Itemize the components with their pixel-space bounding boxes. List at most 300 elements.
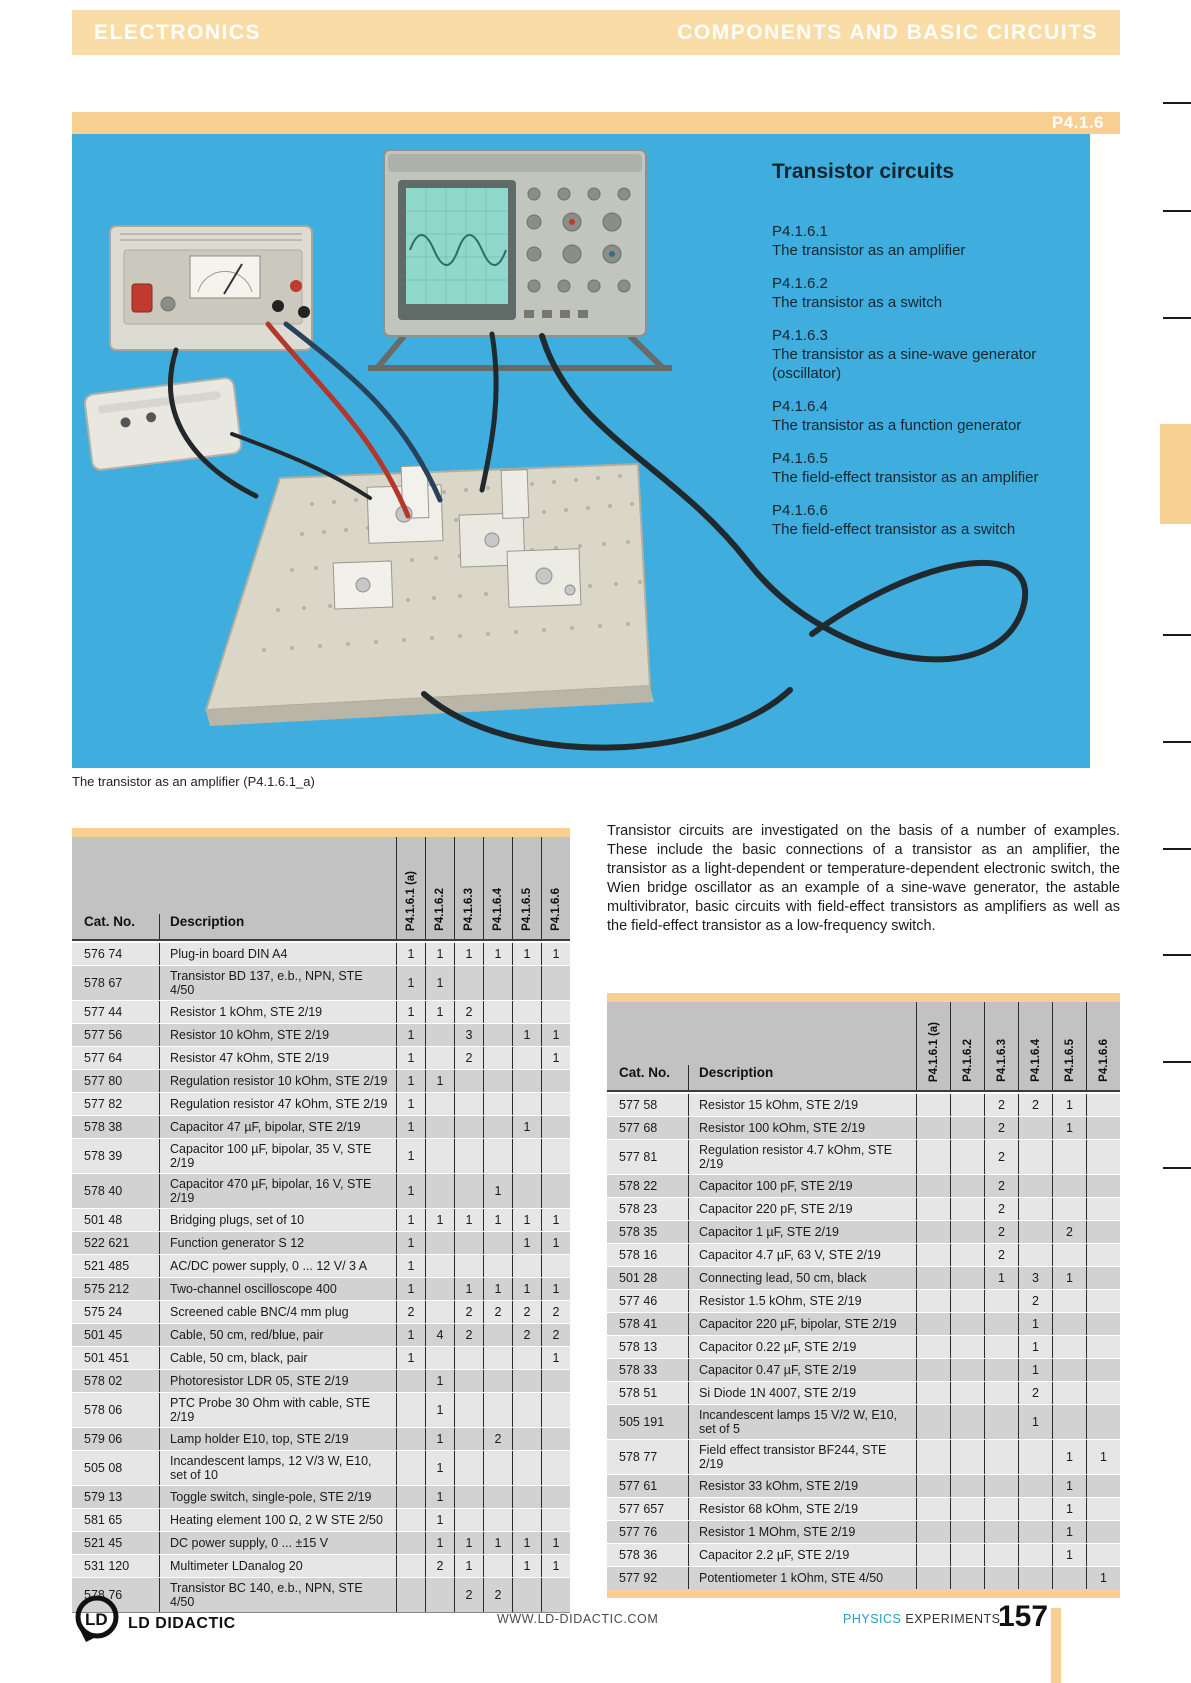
table-row bbox=[607, 1404, 1120, 1439]
edge-tick bbox=[1163, 1167, 1191, 1169]
quantity-cell: 1 bbox=[396, 966, 425, 1000]
quantity-cell bbox=[396, 1578, 425, 1612]
quantity-cell bbox=[916, 1313, 950, 1335]
quantity-cell bbox=[916, 1405, 950, 1439]
quantity-cell bbox=[1018, 1244, 1052, 1266]
quantity-cell bbox=[1052, 1405, 1086, 1439]
quantity-cell bbox=[1086, 1521, 1120, 1543]
quantity-cell bbox=[1018, 1198, 1052, 1220]
quantity-cell bbox=[916, 1117, 950, 1139]
edge-tick bbox=[1163, 741, 1191, 743]
quantity-cell bbox=[541, 1486, 570, 1508]
quantity-cell bbox=[984, 1498, 1018, 1520]
quantity-cell bbox=[1052, 1359, 1086, 1381]
description-cell: Potentiometer 1 kOhm, STE 4/50 bbox=[688, 1567, 916, 1589]
quantity-cell bbox=[1086, 1498, 1120, 1520]
cat-no-cell: 577 92 bbox=[619, 1571, 658, 1585]
quantity-cell bbox=[454, 1393, 483, 1427]
page-title: Transistor circuits bbox=[772, 160, 955, 183]
quantity-cell bbox=[512, 1347, 541, 1369]
table-row bbox=[607, 1266, 1120, 1289]
cat-no-cell: 578 40 bbox=[84, 1184, 123, 1198]
experiment-column-header bbox=[1052, 1002, 1086, 1090]
quantity-cell: 1 bbox=[396, 1093, 425, 1115]
quantity-cell bbox=[425, 1116, 454, 1138]
header-left-title: ELECTRONICS bbox=[94, 20, 262, 44]
quantity-cell bbox=[984, 1382, 1018, 1404]
quantity-cell: 1 bbox=[425, 943, 454, 965]
description-cell: Capacitor 47 µF, bipolar, STE 2/19 bbox=[159, 1116, 396, 1138]
cat-no-cell: 578 02 bbox=[84, 1374, 123, 1388]
plug-in-board bbox=[206, 464, 654, 726]
table-row bbox=[607, 1197, 1120, 1220]
experiment-column-header bbox=[950, 1002, 984, 1090]
brand-name: LD DIDACTIC bbox=[128, 1615, 236, 1632]
quantity-cell bbox=[454, 1139, 483, 1173]
table-row bbox=[72, 1369, 570, 1392]
quantity-cell bbox=[950, 1567, 984, 1589]
experiment-column-header bbox=[512, 837, 541, 939]
quantity-cell bbox=[984, 1475, 1018, 1497]
quantity-cell bbox=[1086, 1290, 1120, 1312]
table-row bbox=[72, 1069, 570, 1092]
quantity-cell bbox=[512, 1451, 541, 1485]
quantity-cell: 1 bbox=[541, 1347, 570, 1369]
series-experiments: EXPERIMENTS bbox=[905, 1612, 1001, 1626]
description-cell: Capacitor 4.7 µF, 63 V, STE 2/19 bbox=[688, 1244, 916, 1266]
quantity-cell: 1 bbox=[1052, 1094, 1086, 1116]
experiment-item bbox=[772, 449, 1084, 487]
quantity-cell: 1 bbox=[425, 1451, 454, 1485]
quantity-cell bbox=[1018, 1475, 1052, 1497]
quantity-cell: 1 bbox=[512, 1232, 541, 1254]
description-cell: Capacitor 100 pF, STE 2/19 bbox=[688, 1175, 916, 1197]
quantity-cell: 1 bbox=[396, 1324, 425, 1346]
quantity-cell bbox=[1086, 1221, 1120, 1243]
cat-no-cell: 577 81 bbox=[619, 1150, 658, 1164]
quantity-cell bbox=[483, 1255, 512, 1277]
table-row bbox=[607, 1116, 1120, 1139]
quantity-cell bbox=[512, 1093, 541, 1115]
description-cell: Resistor 68 kOhm, STE 2/19 bbox=[688, 1498, 916, 1520]
quantity-cell: 2 bbox=[1052, 1221, 1086, 1243]
quantity-cell bbox=[512, 1509, 541, 1531]
quantity-cell bbox=[483, 1555, 512, 1577]
cat-no-cell: 581 65 bbox=[84, 1513, 123, 1527]
experiment-item bbox=[772, 397, 1084, 435]
table-row bbox=[607, 1381, 1120, 1404]
quantity-cell bbox=[512, 1070, 541, 1092]
quantity-cell: 1 bbox=[541, 1047, 570, 1069]
description-cell: Capacitor 100 µF, bipolar, 35 V, STE 2/19 bbox=[159, 1139, 396, 1173]
edge-tick bbox=[1163, 848, 1191, 850]
quantity-cell bbox=[483, 1093, 512, 1115]
quantity-cell bbox=[984, 1440, 1018, 1474]
quantity-cell bbox=[916, 1221, 950, 1243]
footer-url: WWW.LD-DIDACTIC.COM bbox=[497, 1612, 659, 1626]
column-label: P4.1.6.5 bbox=[521, 888, 533, 931]
cat-no-cell: 578 33 bbox=[619, 1363, 658, 1377]
quantity-cell: 1 bbox=[541, 943, 570, 965]
quantity-cell: 1 bbox=[1018, 1405, 1052, 1439]
quantity-cell bbox=[1018, 1175, 1052, 1197]
cat-no-cell: 578 36 bbox=[619, 1548, 658, 1562]
quantity-cell bbox=[512, 1139, 541, 1173]
quantity-cell bbox=[916, 1544, 950, 1566]
cat-no-cell: 531 120 bbox=[84, 1559, 130, 1573]
quantity-cell bbox=[512, 1047, 541, 1069]
quantity-cell: 2 bbox=[984, 1140, 1018, 1174]
description-cell: Function generator S 12 bbox=[159, 1232, 396, 1254]
quantity-cell bbox=[984, 1544, 1018, 1566]
quantity-cell bbox=[950, 1094, 984, 1116]
quantity-cell: 1 bbox=[425, 1532, 454, 1554]
quantity-cell bbox=[396, 1532, 425, 1554]
experiment-name: The field-effect transistor as a switch bbox=[772, 521, 1016, 538]
description-cell: Multimeter LDanalog 20 bbox=[159, 1555, 396, 1577]
series-label bbox=[843, 1612, 1000, 1626]
quantity-cell: 1 bbox=[1018, 1313, 1052, 1335]
experiment-list-panel bbox=[772, 160, 1084, 553]
quantity-cell: 1 bbox=[396, 1139, 425, 1173]
quantity-cell bbox=[483, 1451, 512, 1485]
quantity-cell bbox=[950, 1359, 984, 1381]
experiment-column-header bbox=[483, 837, 512, 939]
quantity-cell: 1 bbox=[454, 943, 483, 965]
quantity-cell bbox=[1018, 1544, 1052, 1566]
column-label: P4.1.6.2 bbox=[961, 1039, 974, 1082]
quantity-cell bbox=[483, 1116, 512, 1138]
quantity-cell: 1 bbox=[1018, 1359, 1052, 1381]
quantity-cell bbox=[916, 1498, 950, 1520]
quantity-cell bbox=[425, 1255, 454, 1277]
table-row bbox=[72, 1277, 570, 1300]
quantity-cell: 1 bbox=[541, 1278, 570, 1300]
quantity-cell bbox=[950, 1198, 984, 1220]
cat-no-cell: 578 35 bbox=[619, 1225, 658, 1239]
oscilloscope-stand bbox=[368, 336, 672, 368]
description-cell: Plug-in board DIN A4 bbox=[159, 943, 396, 965]
quantity-cell bbox=[396, 1451, 425, 1485]
quantity-cell: 1 bbox=[425, 1428, 454, 1450]
quantity-cell bbox=[916, 1440, 950, 1474]
cat-no-cell: 505 08 bbox=[84, 1461, 123, 1475]
table-row bbox=[72, 965, 570, 1000]
quantity-cell bbox=[916, 1094, 950, 1116]
table-row bbox=[72, 1450, 570, 1485]
description-cell: Heating element 100 Ω, 2 W STE 2/50 bbox=[159, 1509, 396, 1531]
quantity-cell: 1 bbox=[483, 1532, 512, 1554]
quantity-cell bbox=[984, 1336, 1018, 1358]
experiment-item bbox=[772, 501, 1084, 539]
cat-no-cell: 578 76 bbox=[84, 1588, 123, 1602]
quantity-cell bbox=[454, 1451, 483, 1485]
column-label: P4.1.6.1 (a) bbox=[927, 1021, 940, 1082]
quantity-cell bbox=[1086, 1117, 1120, 1139]
quantity-cell bbox=[512, 1428, 541, 1450]
quantity-cell bbox=[1086, 1175, 1120, 1197]
table-row bbox=[607, 1543, 1120, 1566]
quantity-cell: 2 bbox=[1018, 1290, 1052, 1312]
table-row bbox=[607, 1520, 1120, 1543]
quantity-cell: 2 bbox=[454, 1324, 483, 1346]
cat-no-cell: 577 64 bbox=[84, 1051, 123, 1065]
experiment-code: P4.1.6.5 bbox=[772, 450, 828, 467]
quantity-cell: 1 bbox=[425, 1209, 454, 1231]
quantity-cell: 1 bbox=[483, 943, 512, 965]
edge-tick bbox=[1163, 317, 1191, 319]
cat-no-cell: 577 80 bbox=[84, 1074, 123, 1088]
quantity-cell bbox=[483, 1393, 512, 1427]
quantity-cell bbox=[512, 1393, 541, 1427]
quantity-cell: 1 bbox=[541, 1024, 570, 1046]
quantity-cell bbox=[425, 1278, 454, 1300]
edge-tick bbox=[1163, 634, 1191, 636]
table-row bbox=[72, 1531, 570, 1554]
quantity-cell bbox=[454, 966, 483, 1000]
quantity-cell bbox=[950, 1221, 984, 1243]
table-row bbox=[72, 1046, 570, 1069]
svg-text:LD: LD bbox=[85, 1610, 108, 1629]
quantity-cell: 2 bbox=[1018, 1382, 1052, 1404]
quantity-cell bbox=[916, 1244, 950, 1266]
cat-no-cell: 576 74 bbox=[84, 947, 123, 961]
quantity-cell: 2 bbox=[984, 1094, 1018, 1116]
cat-no-cell: 501 451 bbox=[84, 1351, 130, 1365]
cat-no-cell: 577 46 bbox=[619, 1294, 658, 1308]
experiment-code: P4.1.6.2 bbox=[772, 275, 828, 292]
quantity-cell: 1 bbox=[984, 1267, 1018, 1289]
quantity-cell bbox=[950, 1244, 984, 1266]
quantity-cell bbox=[396, 1393, 425, 1427]
experiment-column-header bbox=[984, 1002, 1018, 1090]
cat-no-cell: 521 485 bbox=[84, 1259, 130, 1273]
quantity-cell: 3 bbox=[1018, 1267, 1052, 1289]
cat-no-cell: 575 212 bbox=[84, 1282, 130, 1296]
description-cell: Regulation resistor 10 kOhm, STE 2/19 bbox=[159, 1070, 396, 1092]
experiment-column-header bbox=[396, 837, 425, 939]
quantity-cell: 2 bbox=[541, 1324, 570, 1346]
table-row bbox=[607, 1174, 1120, 1197]
table-row bbox=[72, 1173, 570, 1208]
quantity-cell bbox=[950, 1475, 984, 1497]
quantity-cell bbox=[950, 1382, 984, 1404]
quantity-cell bbox=[483, 1486, 512, 1508]
experiment-column-header bbox=[1018, 1002, 1052, 1090]
quantity-cell bbox=[541, 1578, 570, 1612]
quantity-cell: 4 bbox=[425, 1324, 454, 1346]
quantity-cell: 1 bbox=[396, 1070, 425, 1092]
cat-no-cell: 577 56 bbox=[84, 1028, 123, 1042]
cat-no-cell: 578 41 bbox=[619, 1317, 658, 1331]
description-cell: Screened cable BNC/4 mm plug bbox=[159, 1301, 396, 1323]
quantity-cell: 1 bbox=[396, 1047, 425, 1069]
quantity-cell bbox=[1086, 1544, 1120, 1566]
quantity-cell: 3 bbox=[454, 1024, 483, 1046]
quantity-cell bbox=[454, 1347, 483, 1369]
description-cell: Incandescent lamps, 12 V/3 W, E10, set of 10 bbox=[159, 1451, 396, 1485]
quantity-cell bbox=[916, 1175, 950, 1197]
cat-no-cell: 577 76 bbox=[619, 1525, 658, 1539]
cat-no-cell: 577 61 bbox=[619, 1479, 658, 1493]
quantity-cell bbox=[483, 1001, 512, 1023]
quantity-cell bbox=[1086, 1094, 1120, 1116]
quantity-cell: 1 bbox=[454, 1555, 483, 1577]
cat-no-cell: 505 191 bbox=[619, 1415, 665, 1429]
quantity-cell bbox=[1086, 1359, 1120, 1381]
quantity-cell bbox=[1018, 1498, 1052, 1520]
photo-panel bbox=[72, 134, 1090, 768]
quantity-cell bbox=[483, 1047, 512, 1069]
quantity-cell: 2 bbox=[1018, 1094, 1052, 1116]
quantity-cell bbox=[541, 1509, 570, 1531]
cat-no-cell: 578 39 bbox=[84, 1149, 123, 1163]
description-cell: Transistor BD 137, e.b., NPN, STE 4/50 bbox=[159, 966, 396, 1000]
description-cell: Photoresistor LDR 05, STE 2/19 bbox=[159, 1370, 396, 1392]
quantity-cell: 2 bbox=[984, 1221, 1018, 1243]
description-cell: Si Diode 1N 4007, STE 2/19 bbox=[688, 1382, 916, 1404]
description-cell: Capacitor 220 pF, STE 2/19 bbox=[688, 1198, 916, 1220]
quantity-cell bbox=[984, 1290, 1018, 1312]
cat-no-cell: 501 48 bbox=[84, 1213, 123, 1227]
cat-no-cell: 579 13 bbox=[84, 1490, 123, 1504]
quantity-cell: 1 bbox=[454, 1532, 483, 1554]
cat-no-cell: 578 22 bbox=[619, 1179, 658, 1193]
quantity-cell bbox=[950, 1405, 984, 1439]
equipment-table-right bbox=[607, 993, 1120, 1598]
description-cell: Capacitor 220 µF, bipolar, STE 2/19 bbox=[688, 1313, 916, 1335]
quantity-cell bbox=[1052, 1382, 1086, 1404]
quantity-cell: 1 bbox=[1086, 1440, 1120, 1474]
photo-caption: The transistor as an amplifier (P4.1.6.1_a) bbox=[72, 774, 315, 789]
description-cell: PTC Probe 30 Ohm with cable, STE 2/19 bbox=[159, 1393, 396, 1427]
quantity-cell bbox=[512, 1578, 541, 1612]
description-cell: Resistor 15 kOhm, STE 2/19 bbox=[688, 1094, 916, 1116]
quantity-cell bbox=[916, 1567, 950, 1589]
table-row bbox=[72, 1254, 570, 1277]
quantity-cell: 1 bbox=[483, 1278, 512, 1300]
quantity-cell bbox=[950, 1267, 984, 1289]
quantity-cell bbox=[454, 1509, 483, 1531]
description-cell: AC/DC power supply, 0 ... 12 V/ 3 A bbox=[159, 1255, 396, 1277]
cat-no-header: Cat. No. bbox=[84, 914, 136, 929]
quantity-cell bbox=[1018, 1567, 1052, 1589]
quantity-cell: 1 bbox=[454, 1278, 483, 1300]
experiment-code: P4.1.6.6 bbox=[772, 502, 828, 519]
quantity-cell bbox=[454, 1486, 483, 1508]
table-row bbox=[72, 941, 570, 965]
quantity-cell bbox=[1052, 1313, 1086, 1335]
description-cell: Resistor 10 kOhm, STE 2/19 bbox=[159, 1024, 396, 1046]
table-row bbox=[72, 1092, 570, 1115]
quantity-cell bbox=[541, 1428, 570, 1450]
quantity-cell bbox=[512, 1001, 541, 1023]
quantity-cell bbox=[984, 1567, 1018, 1589]
quantity-cell bbox=[512, 1370, 541, 1392]
column-label: P4.1.6.3 bbox=[995, 1039, 1008, 1082]
table-row bbox=[72, 1485, 570, 1508]
description-cell: Capacitor 2.2 µF, STE 2/19 bbox=[688, 1544, 916, 1566]
table-row bbox=[72, 1208, 570, 1231]
quantity-cell: 1 bbox=[1052, 1117, 1086, 1139]
cat-no-cell: 501 45 bbox=[84, 1328, 123, 1342]
ld-didactic-logo bbox=[70, 1592, 124, 1646]
description-cell: Capacitor 470 µF, bipolar, 16 V, STE 2/19 bbox=[159, 1174, 396, 1208]
table-row bbox=[607, 1335, 1120, 1358]
page-header-banner bbox=[72, 10, 1120, 55]
quantity-cell bbox=[425, 1347, 454, 1369]
quantity-cell bbox=[483, 1324, 512, 1346]
description-cell: Cable, 50 cm, black, pair bbox=[159, 1347, 396, 1369]
quantity-cell bbox=[483, 1370, 512, 1392]
cat-no-cell: 522 621 bbox=[84, 1236, 130, 1250]
table-row bbox=[607, 1092, 1120, 1116]
table-row bbox=[72, 1323, 570, 1346]
description-header: Description bbox=[159, 914, 396, 939]
experiments-list bbox=[772, 222, 1084, 539]
quantity-cell: 1 bbox=[396, 1232, 425, 1254]
quantity-cell: 1 bbox=[1052, 1521, 1086, 1543]
table-row bbox=[72, 1138, 570, 1173]
column-label: P4.1.6.6 bbox=[550, 888, 562, 931]
quantity-cell bbox=[950, 1117, 984, 1139]
quantity-cell: 1 bbox=[541, 1209, 570, 1231]
edge-tick bbox=[1163, 210, 1191, 212]
table-row bbox=[72, 1346, 570, 1369]
quantity-cell: 2 bbox=[512, 1301, 541, 1323]
quantity-cell bbox=[984, 1405, 1018, 1439]
cat-no-cell: 577 68 bbox=[619, 1121, 658, 1135]
quantity-cell bbox=[425, 1139, 454, 1173]
table-row bbox=[607, 1243, 1120, 1266]
cat-no-cell: 577 82 bbox=[84, 1097, 123, 1111]
description-cell: Capacitor 0.22 µF, STE 2/19 bbox=[688, 1336, 916, 1358]
quantity-cell: 1 bbox=[425, 966, 454, 1000]
quantity-cell bbox=[1086, 1336, 1120, 1358]
cat-no-cell: 575 24 bbox=[84, 1305, 123, 1319]
experiment-code: P4.1.6.3 bbox=[772, 327, 828, 344]
quantity-cell bbox=[950, 1336, 984, 1358]
quantity-cell bbox=[541, 1116, 570, 1138]
quantity-cell bbox=[1018, 1440, 1052, 1474]
quantity-cell bbox=[541, 1393, 570, 1427]
quantity-cell: 1 bbox=[396, 1209, 425, 1231]
table-row bbox=[72, 1392, 570, 1427]
quantity-cell bbox=[483, 966, 512, 1000]
quantity-cell bbox=[1086, 1140, 1120, 1174]
description-cell: DC power supply, 0 ... ±15 V bbox=[159, 1532, 396, 1554]
table-header bbox=[72, 837, 570, 941]
table-row bbox=[607, 1312, 1120, 1335]
table-row bbox=[72, 1300, 570, 1323]
table-row bbox=[72, 1427, 570, 1450]
column-label: P4.1.6.2 bbox=[434, 888, 446, 931]
section-code-bar bbox=[72, 112, 1120, 134]
cat-no-cell: 578 16 bbox=[619, 1248, 658, 1262]
quantity-cell bbox=[950, 1290, 984, 1312]
quantity-cell: 1 bbox=[454, 1209, 483, 1231]
quantity-cell: 1 bbox=[512, 1532, 541, 1554]
quantity-cell bbox=[1052, 1567, 1086, 1589]
equipment-table-left bbox=[72, 828, 570, 1613]
quantity-cell: 1 bbox=[483, 1209, 512, 1231]
quantity-cell bbox=[1018, 1117, 1052, 1139]
quantity-cell bbox=[916, 1267, 950, 1289]
table-row bbox=[607, 1139, 1120, 1174]
quantity-cell: 1 bbox=[425, 1393, 454, 1427]
quantity-cell bbox=[984, 1521, 1018, 1543]
quantity-cell bbox=[396, 1509, 425, 1531]
